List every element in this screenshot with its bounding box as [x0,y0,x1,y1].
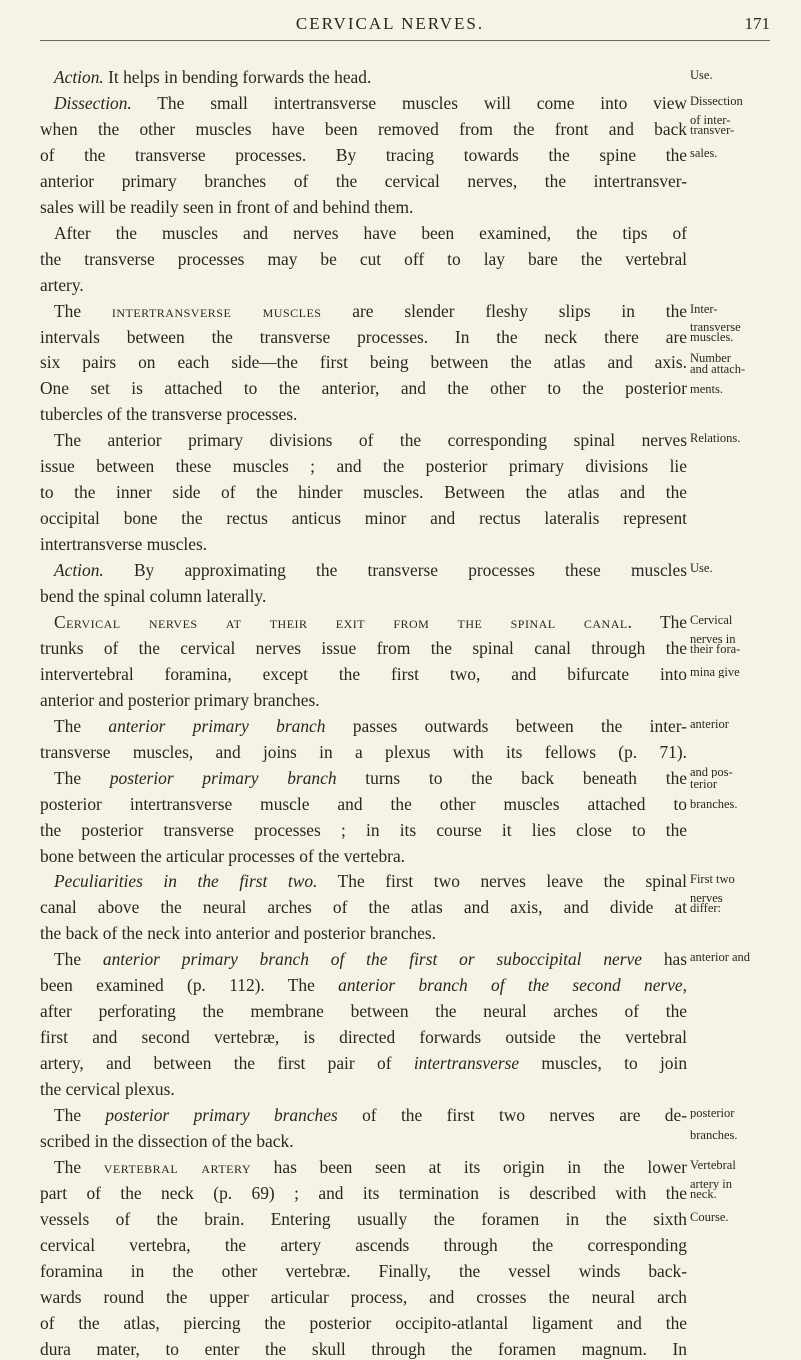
text-span: Dissection. [54,92,132,113]
text-span: anterior primary branch of the first or suboccipital nerve [102,949,642,970]
text-span: anterior branch of the second nerve, [338,975,687,996]
text-span: The anterior primary divisions of the corresponding spinal nerves [54,430,687,451]
text-line [40,663,687,685]
text-span: It helps in bending forwards the head. [103,67,372,87]
text-span: foramina in the other vertebræ. Finally, the vessel winds back- [40,1260,687,1281]
text-line [40,248,687,270]
text-span: are slender fleshy slips in the [321,300,687,321]
text-span: to the inner side of the hinder muscles. Between the atlas and the [40,482,687,503]
text-span: wards round the upper articular process, and crosses the neural arch [40,1286,687,1307]
text-line [40,274,687,296]
text-span: Action. [54,67,104,87]
text-span: The [54,715,109,736]
text-span: of the first two nerves are de- [337,1105,687,1125]
text-line [40,481,687,503]
text-span: The [54,1156,104,1177]
text-span: Cervical nerves at their exit from the spinal canal. [54,611,633,632]
text-line [40,1130,687,1152]
text-span: vertebral artery [103,1156,251,1177]
text-span: the cervical plexus. [40,1079,175,1100]
text-line [40,896,687,918]
running-head: CERVICAL NERVES. [295,14,485,33]
text-span: sales will be readily seen in front of and behind them. [40,196,414,217]
text-span: Action. [54,560,104,581]
margin-note: muscles. [690,330,734,343]
margin-note: Vertebral [690,1158,736,1171]
text-line [40,1208,687,1230]
margin-note: and pos- [690,765,733,778]
margin-note: Use. [690,69,713,81]
text-span: canal above the neural arches of the atlas and axis, and divide at [40,897,687,918]
text-line [40,196,687,218]
text-span: The [54,1105,106,1125]
text-line [40,1260,687,1282]
margin-note: Use. [690,562,713,575]
text-span: anterior and posterior primary branches. [40,689,320,710]
text-span: after perforating the membrane between the neural arches of the [40,1001,687,1022]
margin-note: transver- [690,123,735,136]
margin-note: Course. [690,1210,729,1223]
text-line [40,741,687,763]
text-span: intertransverse muscles. [40,534,208,555]
text-span: The [54,767,110,788]
text-line [40,948,687,970]
margin-note: branches. [690,1128,738,1141]
text-line [40,845,687,867]
text-span: intertransverse muscles [111,300,322,321]
text-line [40,1104,687,1126]
text-span: The [632,611,687,632]
text-span: the transverse processes may be cut off to lay bare the vertebral [40,248,687,269]
text-line [40,507,687,529]
text-span: trunks of the cervical nerves issue from the spinal canal through the [40,637,687,658]
text-span: artery. [40,274,84,295]
text-span: Peculiarities in the first two. [54,871,318,892]
text-span: part of the neck (p. 69) ; and its termination is described with the [40,1182,687,1203]
margin-note: of inter- [690,113,731,126]
text-span: tubercles of the transverse processes. [40,404,298,425]
text-line [40,1182,687,1204]
text-line [40,377,687,399]
text-span: intervals between the transverse processes. In the neck there are [40,326,687,347]
text-line [40,1286,687,1308]
text-line [40,455,687,477]
margin-note: transverse [690,320,741,333]
text-line [40,429,687,451]
text-span: anterior primary branch [108,715,326,736]
text-span: The first two nerves leave the spinal [317,871,687,892]
text-line [40,611,687,633]
text-line [40,1156,687,1178]
text-line [40,66,687,88]
margin-note: Number [690,352,731,365]
text-line [40,403,687,425]
text-span: The [54,300,112,321]
text-line [40,300,687,322]
text-span: posterior primary branches [105,1105,338,1125]
text-span: transverse muscles, and joins in a plexus with its fellows (p. 71). [40,741,687,762]
text-line [40,144,687,166]
text-line [40,715,687,737]
text-line [40,637,687,659]
margin-note: ments. [690,383,723,396]
text-span: has been seen at its origin in the lower [250,1156,687,1177]
text-span: of the transverse processes. By tracing towards the spine the [40,144,687,165]
text-line [40,559,687,581]
margin-note: Relations. [690,432,741,445]
margin-note: their fora- [690,642,741,655]
text-span: scribed in the dissection of the back. [40,1130,294,1151]
text-line [40,170,687,192]
text-span: intertransverse [413,1053,520,1074]
text-span: After the muscles and nerves have been examined, the tips of [54,222,687,243]
margin-note: Inter- [690,302,718,315]
text-span: turns to the back beneath the [336,767,687,788]
margin-note: Cervical [690,613,733,626]
text-line [40,819,687,841]
text-line [40,767,687,789]
text-span: The [54,949,103,970]
text-span: passes outwards between the inter- [325,715,687,736]
text-line [40,689,687,711]
text-line [40,1312,687,1334]
text-span: the posterior transverse processes ; in its course it lies close to the [40,819,687,840]
text-line [40,870,687,892]
text-line [40,1026,687,1048]
text-span: vessels of the brain. Entering usually the foramen in the sixth [40,1208,687,1229]
text-span: One set is attached to the anterior, and the other to the posterior [40,378,687,399]
text-span: intervertebral foramina, except the first two, and bifurcate into [40,663,687,684]
margin-note: terior [690,777,718,790]
text-line [40,974,687,996]
margin-note: neck. [690,1187,717,1200]
page-header [40,10,780,40]
text-line [40,585,687,607]
margin-note: anterior [690,717,729,730]
text-span: six pairs on each side—the first being between the atlas and axis. [40,352,687,373]
text-span: cervical vertebra, the artery ascends through the corresponding [40,1234,687,1255]
header-rule [40,40,770,41]
text-span: muscles, to join [519,1053,687,1074]
text-line [40,1000,687,1022]
text-span: posterior intertransverse muscle and the other muscles attached to [40,793,687,814]
margin-note: posterior [690,1107,735,1119]
text-span: bend the spinal column laterally. [40,586,267,606]
text-span: By approximating the transverse processes these muscles [103,560,687,581]
text-line [40,533,687,555]
text-span: artery, and between the first pair of [40,1053,414,1074]
text-span: issue between these muscles ; and the posterior primary divisions lie [40,456,687,477]
margin-note: Dissection [690,94,743,107]
text-span: has [641,949,687,970]
margin-note: anterior and [690,951,751,964]
margin-note: differ: [690,902,722,915]
text-span: anterior primary branches of the cervical nerves, the intertransver- [40,170,687,191]
text-span: occipital bone the rectus anticus minor and rectus lateralis represent [40,508,687,529]
margin-note: nerves [690,892,723,905]
margin-note: branches. [690,797,738,810]
text-line [40,793,687,815]
text-line [40,326,687,348]
margin-note: nerves in [690,632,736,645]
text-span: of the atlas, piercing the posterior occipito-atlantal ligament and the [40,1312,687,1333]
text-span: dura mater, to enter the skull through the foramen magnum. In [40,1338,687,1359]
text-span: posterior primary branch [109,767,337,788]
page-number: 171 [744,14,770,33]
text-span: been examined (p. 112). The [40,975,339,996]
text-line [40,92,687,114]
margin-note: mina give [690,665,740,678]
margin-note: artery in [690,1177,732,1190]
text-line [40,351,687,373]
text-line [40,1052,687,1074]
margin-note: First two [690,873,735,886]
text-span: when the other muscles have been removed from the front and back [40,118,687,139]
text-line [40,1234,687,1256]
text-span: the back of the neck into anterior and posterior branches. [40,923,436,944]
margin-note: sales. [690,146,718,159]
text-line [40,1338,687,1360]
text-line [40,118,687,140]
margin-note: and attach- [690,363,746,376]
text-span: The small intertransverse muscles will come into view [131,92,687,113]
text-span: first and second vertebræ, is directed forwards outside the vertebral [40,1027,687,1048]
text-line [40,222,687,244]
text-line [40,922,687,944]
text-span: bone between the articular processes of the vertebra. [40,845,406,866]
text-line [40,1078,687,1100]
